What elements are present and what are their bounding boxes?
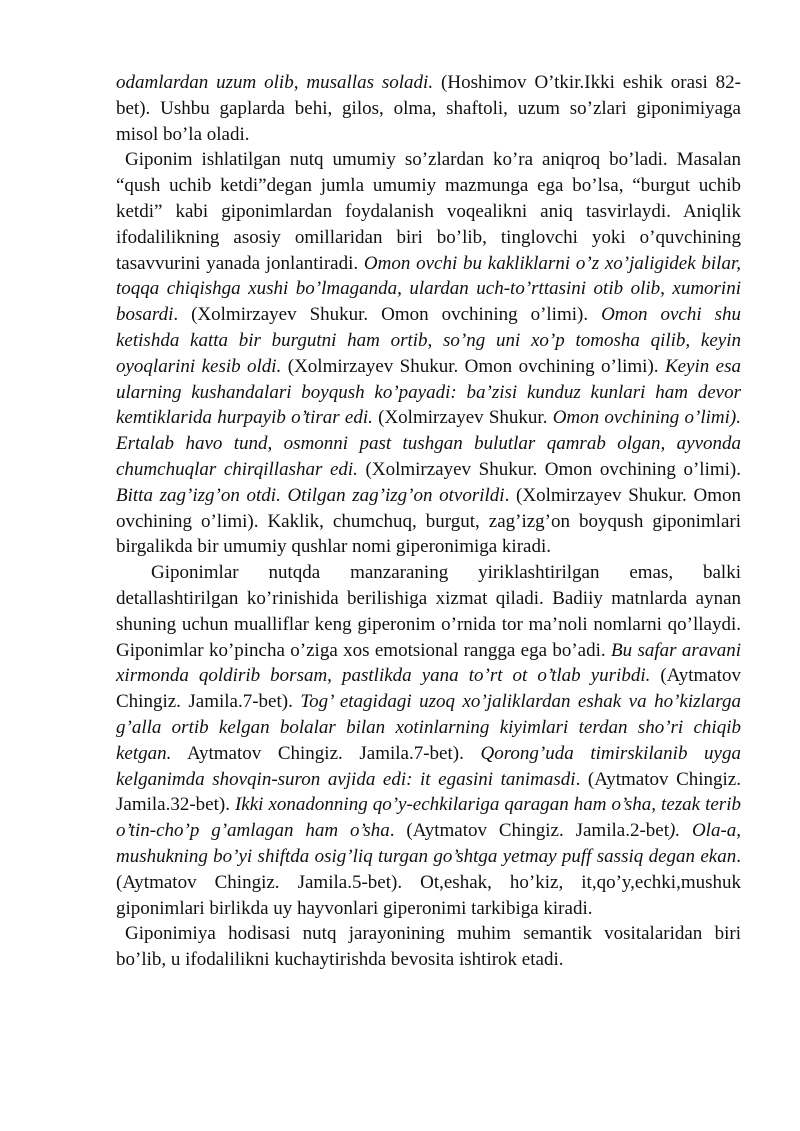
text-span: Giponim ishlatilgan nutq umumiy so’zlardan ko’ra aniqroq bo’ladi. Masalan “qush uchib ketdi”degan jumla umumiy mazmunga ega bo’lsa, “burgut uchib ketdi” kabi giponimlardan foydalanish voqealikni aniq tasvirlaydi. Aniqlik ifodalilikning asosiy omillaridan biri bo’lib, tinglovchi yoki o’quvchining tasavvurini yanada jonlantiradi. bbox=[116, 149, 741, 274]
text-span: . (Xolmirzayev Shukur. Omon ovchining o’limi). bbox=[173, 304, 602, 326]
text-span: Omon ovchi bu kakliklarni o’z xo’jaligidek bilar, toqqa chiqishga xushi bo’lmaganda, ulardan uch-to’rttasini otib olib, xumorini bosardi bbox=[116, 252, 741, 326]
text-span: Bu safar aravani xirmonda qoldirib borsam, pastlikda yana to’rt ot o’tlab yuribdi. bbox=[116, 639, 741, 687]
text-span: . (Aytmatov Chingiz. Jamila.32-bet). bbox=[116, 768, 741, 816]
text-span: Omon ovchining o’limi). Ertalab havo tund, osmonni past tushgan bulutlar qamrab olgan, ayvonda chumchuqlar chirqillashar edi. bbox=[116, 407, 742, 480]
text-span: Qorong’uda timirskilanib uyga kelganimda shovqin-suron avjida edi: it egasini tanimasdi bbox=[116, 742, 741, 790]
paragraph-1 bbox=[116, 70, 741, 147]
text-span: Keyin esa ularning kushandalari boyqush ko’payadi: ba’zisi kunduz kunlari ham devor kemtiklarida hurpayib o’tirar edi. bbox=[116, 355, 741, 429]
text-span: (Xolmirzayev Shukur. bbox=[372, 407, 553, 429]
text-span: ). Ola-a, mushukning bo’yi shiftda osig’liq turgan go’shtga yetmay puff sassiq degan ekan bbox=[116, 820, 742, 867]
text-span: . (Xolmirzayev Shukur. Omon ovchining o’limi). Kaklik, chumchuq, burgut, zag’izg’on boyqush giponimlari birgalikda bir umumiy qushlar nomi giperonimiga kiradi. bbox=[116, 484, 741, 558]
text-span: Tog’ etagidagi uzoq xo’jaliklardan eshak va ho’kizlarga g’alla ortib kelgan bolalar bilan xotinlarning kiyimlari terdan sho’ri chiqib ketgan. bbox=[116, 691, 741, 764]
document-page bbox=[116, 70, 741, 973]
paragraph-3 bbox=[116, 560, 741, 921]
text-span: odamlardan uzum olib, musallas soladi. bbox=[116, 72, 434, 93]
text-span: Bitta zag’izg’on otdi. Otilgan zag’izg’on otvorildi bbox=[116, 484, 505, 506]
text-span: . (Aytmatov Chingiz. Jamila.2-bet bbox=[389, 820, 669, 842]
text-span: (Hoshimov O’tkir.Ikki eshik orasi 82-bet). Ushbu gaplarda behi, gilos, olma, shaftoli, uzum so’zlari giponimiyaga misol bo’la oladi. bbox=[116, 72, 741, 145]
text-span: . (Aytmatov Chingiz. Jamila.5-bet). Ot,eshak, ho’kiz, it,qo’y,echki,mushuk giponimlari birlikda uy hayvonlari giperonimi tarkibiga kiradi. bbox=[116, 845, 741, 919]
text-span: Giponimiya hodisasi nutq jarayonining muhim semantik vositalaridan biri bo’lib, u ifodalilikni kuchaytirishda bevosita ishtirok etadi. bbox=[116, 923, 741, 971]
text-span: Ikki xonadonning qo’y-echkilariga qaragan ham o’sha, tezak terib o’tin-cho’p g’amlagan ham o’sha bbox=[116, 794, 741, 842]
text-span: Aytmatov Chingiz. Jamila.7-bet). bbox=[171, 742, 481, 764]
text-span: Omon ovchi shu ketishda katta bir burgutni ham ortib, so’ng uni xo’p tomosha qilib, keyin oyoqlarini kesib oldi. bbox=[116, 304, 742, 377]
text-span: Giponimlar nutqda manzaraning yiriklashtirilgan emas, balki detallashtirilgan ko’rinishida berilishiga xizmat qiladi. Badiiy matnlarda aynan shuning uchun mualliflar keng giperonim o’rnida tor ma’noli nomlarni qo’llaydi. Giponimlar ko’pincha o’ziga xos emotsional rangga ega bo’adi. bbox=[116, 562, 741, 661]
text-span: (Xolmirzayev Shukur. Omon ovchining o’limi). bbox=[357, 458, 742, 480]
paragraph-4 bbox=[116, 921, 741, 973]
text-span: (Aytmatov Chingiz. Jamila.7-bet). bbox=[116, 665, 741, 713]
text-span: (Xolmirzayev Shukur. Omon ovchining o’limi). bbox=[281, 355, 665, 377]
paragraph-2 bbox=[116, 147, 741, 560]
